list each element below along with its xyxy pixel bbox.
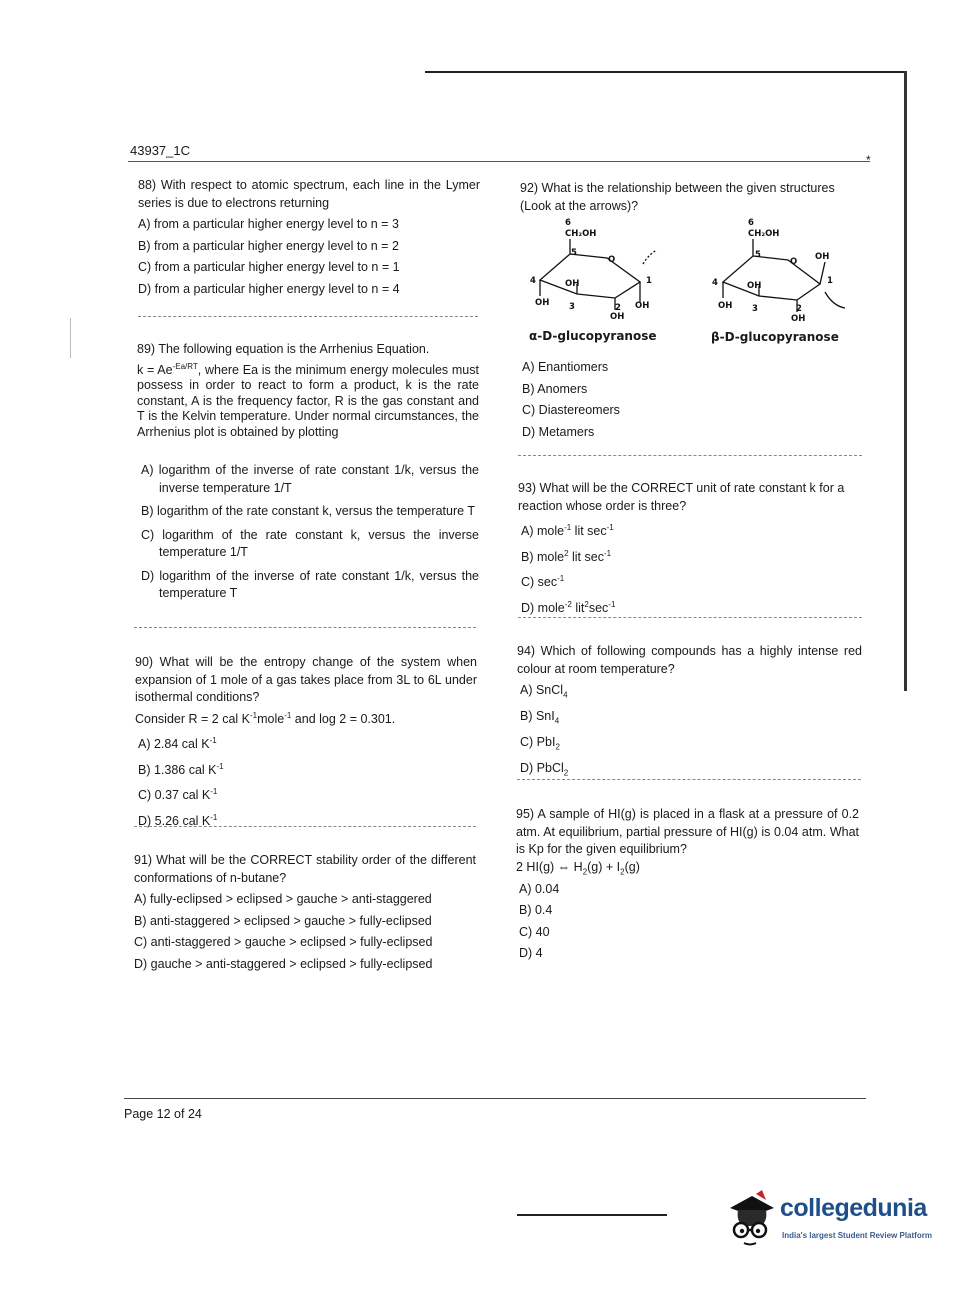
separator — [518, 455, 862, 456]
header-mark: * — [866, 153, 871, 167]
question-90-consider: Consider R = 2 cal $K^{-1}mole^{-1}$ and log 2 = 0.301. — [135, 710, 396, 726]
question-92-stem: 92) What is the relationship between the given structures (Look at the arrows)? — [520, 181, 835, 213]
scan-mark — [70, 318, 71, 358]
hydroxyl-label: OH — [791, 314, 806, 324]
option-b: B) SnI$_4$ — [520, 709, 560, 726]
anomeric-arrow — [643, 250, 657, 264]
question-89 — [137, 341, 479, 603]
option-d: D) Metamers — [522, 424, 595, 439]
question-92-options — [522, 355, 842, 441]
question-92 — [520, 180, 865, 215]
ring-oxygen: O — [790, 257, 798, 267]
option-c: C) 0.37 cal $K^{-1}$ — [138, 787, 218, 803]
carbon-number: 3 — [569, 302, 575, 312]
question-90 — [135, 654, 477, 831]
separator — [134, 627, 476, 628]
option-b: B) mole$^2$ lit $\sec^{-1}$ — [521, 548, 612, 564]
alpha-ring — [540, 254, 640, 298]
option-a: A) 2.84 cal $K^{-1}$ — [138, 736, 217, 752]
separator — [134, 826, 476, 827]
ch2oh-label: CH₂OH — [748, 229, 780, 239]
scan-edge-bottom — [517, 1214, 667, 1216]
ch2oh-label: CH₂OH — [565, 229, 597, 239]
alpha-glucopyranose-label: α-D-glucopyranose — [529, 329, 657, 343]
option-b: B) 0.4 — [519, 903, 553, 917]
collegedunia-logo — [722, 1186, 952, 1256]
separator — [518, 617, 862, 618]
brand-name: collegedunia — [780, 1194, 927, 1222]
hydroxyl-label: OH — [747, 281, 762, 291]
separator — [138, 316, 478, 317]
beta-glucopyranose-label: β-D-glucopyranose — [711, 330, 839, 344]
question-91-stem: 91) What will be the CORRECT stability order of the different conformations of n-butane? — [134, 853, 476, 885]
option-b: B) from a particular higher energy level to n = 2 — [138, 238, 399, 253]
question-91 — [134, 852, 476, 973]
question-93-stem: 93) What will be the CORRECT unit of rate constant k for a reaction whose order is three? — [518, 481, 845, 513]
carbon-number: 2 — [796, 304, 802, 314]
option-c: C) Diastereomers — [522, 403, 620, 417]
option-d: D) 5.26 cal $K^{-1}$ — [138, 813, 218, 829]
option-d: D) mole$^{-2}$ $lit^2\sec^{-1}$ — [521, 599, 616, 616]
scan-edge-top — [425, 71, 905, 73]
carbon-number: 6 — [748, 218, 754, 228]
hydroxyl-label: OH — [610, 312, 625, 322]
option-d: D) PbCl$_2$ — [520, 761, 569, 778]
option-a: A) Enantiomers — [522, 360, 609, 374]
option-a: A) SnCl$_4$ — [520, 683, 568, 700]
option-a: A) mole$^{-1}$ lit $\sec^{-1}$ — [521, 523, 614, 539]
option-b: B) 1.386 cal $K^{-1}$ — [138, 761, 224, 777]
hydroxyl-label: OH — [565, 279, 580, 289]
carbon-number: 4 — [712, 278, 718, 288]
carbon-number: 1 — [646, 276, 652, 286]
question-90-stem: 90) What will be the entropy change of the system when expansion of 1 mole of a gas takes place from 3L to 6L under isothermal conditions? — [135, 655, 477, 704]
carbon-number: 4 — [530, 276, 536, 286]
glucopyranose-structures — [515, 214, 865, 326]
option-c: C) 40 — [519, 924, 550, 939]
bond — [820, 262, 825, 284]
option-d: D) gauche > anti-staggered > eclipsed > fully-eclipsed — [134, 956, 433, 971]
question-88 — [138, 177, 480, 298]
question-94-stem: 94) Which of following compounds has a highly intense red colour at room temperature? — [517, 644, 862, 676]
option-a: A) from a particular higher energy level to n = 3 — [138, 217, 399, 231]
question-89-equation: $k = Ae^{-Ea/RT}$, where Ea is the minimum energy molecules must possess in order to react to form a product, k is the rate constant, A is the frequency factor, R is the gas constant and T is the Kelvin temperature. Under normal circumstances, the Arrhenius plot is obtained by plotting — [137, 361, 479, 439]
option-c: C) PbI$_2$ — [520, 735, 560, 752]
carbon-number: 2 — [615, 303, 621, 313]
option-d: D) 4 — [519, 946, 543, 960]
carbon-number: 5 — [571, 248, 577, 258]
option-c: C) from a particular higher energy level to n = 1 — [138, 260, 400, 274]
scan-edge-right — [904, 71, 907, 691]
carbon-number: 5 — [755, 250, 761, 260]
question-95-equation: 2 HI(g) ⇔ $H_2(g) + I_2(g)$ — [516, 859, 640, 876]
carbon-number: 3 — [752, 304, 758, 314]
hydroxyl-label: OH — [635, 301, 650, 311]
option-c: C) $\sec^{-1}$ — [521, 574, 565, 590]
ring-oxygen: O — [608, 255, 616, 265]
hydroxyl-label: OH — [815, 252, 830, 262]
carbon-number: 6 — [565, 218, 571, 228]
option-a: A) 0.04 — [519, 881, 560, 896]
separator — [517, 779, 861, 780]
question-95 — [516, 806, 859, 963]
option-b: B) anti-staggered > eclipsed > gauche > fully-eclipsed — [134, 913, 432, 928]
option-b: B) Anomers — [522, 381, 588, 396]
beta-ring — [723, 256, 820, 300]
header-rule — [128, 161, 870, 162]
option-d: D) from a particular higher energy level to n = 4 — [138, 281, 400, 296]
footer-rule — [124, 1098, 866, 1099]
page-number: Page 12 of 24 — [124, 1107, 202, 1121]
question-88-stem: 88) With respect to atomic spectrum, each line in the Lymer series is due to electrons returning — [138, 178, 480, 210]
option-b: B) logarithm of the rate constant k, versus the temperature T — [141, 504, 475, 519]
carbon-number: 1 — [827, 276, 833, 286]
question-93 — [518, 480, 863, 618]
question-95-stem: 95) A sample of HI(g) is placed in a flask at a pressure of 0.2 atm. At equilibrium, partial pressure of HI(g) is 0.04 atm. What is Kp for the given equilibrium? — [516, 807, 859, 856]
question-94 — [517, 643, 862, 782]
option-c: C) logarithm of the rate constant k, versus the inverse temperature 1/T — [141, 527, 479, 560]
hydroxyl-label: OH — [535, 298, 550, 308]
paper-code: 43937_1C — [130, 143, 190, 158]
brand-tagline: India's largest Student Review Platform — [782, 1231, 932, 1240]
graduate-mascot-icon — [722, 1186, 782, 1248]
option-d: D) logarithm of the inverse of rate constant 1/k, versus the temperature T — [141, 568, 479, 601]
hydroxyl-label: OH — [718, 301, 733, 311]
option-a: A) logarithm of the inverse of rate constant 1/k, versus the inverse temperature 1/T — [141, 463, 479, 495]
option-a: A) fully-eclipsed > eclipsed > gauche > anti-staggered — [134, 892, 432, 906]
question-89-stem: 89) The following equation is the Arrhenius Equation. — [137, 342, 430, 356]
anomeric-arrow — [825, 292, 845, 308]
option-c: C) anti-staggered > gauche > eclipsed > fully-eclipsed — [134, 935, 433, 949]
